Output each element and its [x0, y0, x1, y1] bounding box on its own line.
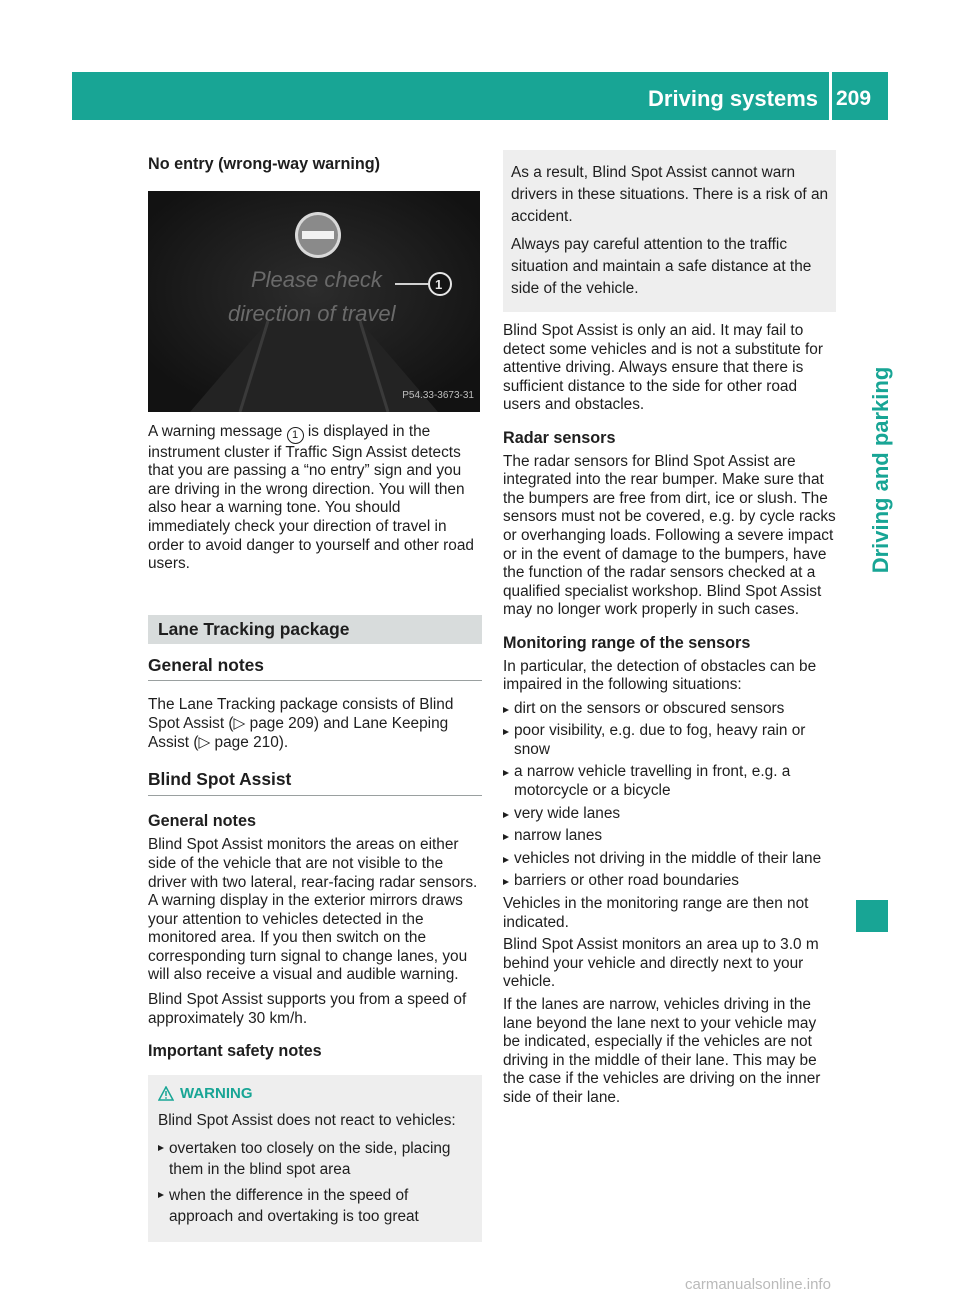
list-item: barriers or other road boundaries: [503, 872, 836, 891]
figure-message-line2: direction of travel: [228, 300, 396, 326]
warning-continuation-box: [503, 150, 836, 312]
radar-paragraph: The radar sensors for Blind Spot Assist are integrated into the rear bumper. Make sure that the bumpers are free from dirt, ice or slush. The sensors must not be covered, e.g. by cycle racks or overhanging loads. Following a severe impact or in the event of damage to the bumpers, have the function of the radar sensors checked at a qualified specialist workshop. Blind Spot Assist may no longer work properly in such cases.: [503, 452, 836, 619]
warning-triangle-icon: [158, 1086, 174, 1101]
bsa-paragraph-2: Blind Spot Assist supports you from a speed of approximately 30 km/h.: [148, 991, 467, 1027]
not-indicated-paragraph: Vehicles in the monitoring range are then not indicated.: [503, 895, 809, 931]
list-item: poor visibility, e.g. due to fog, heavy rain or snow: [503, 722, 836, 759]
monitoring-intro: In particular, the detection of obstacles can be impaired in the following situations:: [503, 657, 817, 694]
figure-message-line1: Please check: [251, 266, 382, 292]
lane-tracking-heading: Lane Tracking package: [148, 615, 482, 644]
safety-notes-heading: Important safety notes: [148, 1042, 322, 1061]
warning-label: WARNING: [180, 1084, 253, 1102]
lane-tracking-paragraph: The Lane Tracking package consists of Blind Spot Assist (▷ page 209) and Lane Keeping Assist (▷ page 210).: [148, 696, 454, 751]
watermark: carmanualsonline.info: [685, 1276, 831, 1293]
radar-sensors-heading: Radar sensors: [503, 428, 616, 447]
list-item: vehicles not driving in the middle of their lane: [503, 850, 836, 869]
list-item: very wide lanes: [503, 805, 836, 824]
figure-callout: 1: [435, 276, 443, 292]
header-separator: [829, 72, 832, 120]
box-paragraph-1: As a result, Blind Spot Assist cannot warn drivers in these situations. There is a risk of an accident.: [511, 164, 829, 225]
narrow-lanes-paragraph: If the lanes are narrow, vehicles driving in the lane beyond the lane next to your vehicle may be indicated, especially if the vehicles are not driving in the middle of their lane. This may be the case if the vehicles are driving on the inner side of their lane.: [503, 996, 821, 1106]
list-item: when the difference in the speed of approach and overtaking is too great: [158, 1185, 470, 1228]
general-notes-heading: General notes: [148, 656, 482, 682]
side-tab-marker: [856, 900, 888, 932]
warning-display-figure: [148, 191, 480, 412]
page-number: 209: [836, 87, 872, 110]
list-item: dirt on the sensors or obscured sensors: [503, 700, 836, 719]
no-entry-paragraph: [148, 423, 482, 574]
side-tab-label: Driving and parking: [868, 366, 893, 574]
range-paragraph: Blind Spot Assist monitors an area up to 3.0 m behind your vehicle and directly next to your vehicle.: [503, 936, 819, 991]
list-item: narrow lanes: [503, 827, 836, 846]
intro-text-end: is displayed in the instrument cluster if Traffic Sign Assist detects that you are passing a “no entry” sign and you are driving in the wrong direction. You will then also hear a warning tone. You should immediately check your direction of travel in order to avoid danger to yourself and other road users.: [148, 422, 474, 573]
section-title: Driving systems: [648, 86, 818, 111]
bsa-general-notes-heading: General notes: [148, 811, 256, 830]
aid-paragraph: Blind Spot Assist is only an aid. It may fail to detect some vehicles and is not a substitute for attentive driving. Always ensure that there is sufficient distance to the side for other road users and obstacles.: [503, 322, 823, 414]
box-paragraph-2: Always pay careful attention to the traffic situation and maintain a safe distance at the side of the vehicle.: [511, 236, 812, 297]
right-column: [503, 150, 836, 1112]
left-column: [148, 155, 482, 1242]
monitoring-list: [503, 700, 836, 891]
blind-spot-assist-heading: Blind Spot Assist: [148, 770, 482, 796]
warning-header: [158, 1085, 470, 1104]
callout-marker: 1: [287, 427, 304, 444]
figure-code: P54.33-3673-31: [402, 390, 474, 401]
no-entry-heading: No entry (wrong-way warning): [148, 155, 381, 173]
bsa-paragraph-1: Blind Spot Assist monitors the areas on either side of the vehicle that are not visible to the driver with two lateral, rear-facing radar sensors. A warning display in the exterior mirrors draws your attention to vehicles detected in the monitored area. If you then switch on the corresponding turn signal to change lanes, you will also receive a visual and audible warning.: [148, 836, 478, 984]
intro-text-start: A warning message: [148, 422, 287, 440]
warning-list: [158, 1138, 470, 1228]
warning-box: [148, 1075, 482, 1242]
list-item: overtaken too closely on the side, placing them in the blind spot area: [158, 1138, 470, 1181]
list-item: a narrow vehicle travelling in front, e.g. a motorcycle or a bicycle: [503, 763, 836, 800]
warning-text: Blind Spot Assist does not react to vehicles:: [158, 1112, 456, 1130]
monitoring-range-heading: Monitoring range of the sensors: [503, 633, 751, 652]
